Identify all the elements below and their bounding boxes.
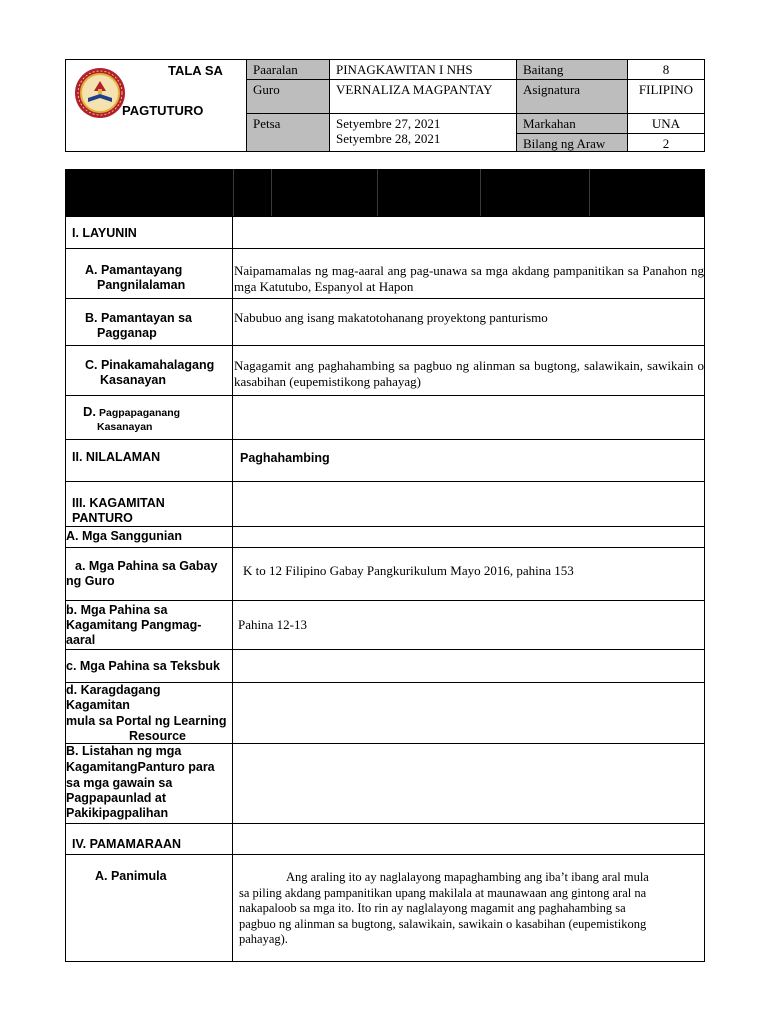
karag-label-2: Kagamitan bbox=[66, 698, 130, 712]
listahan-label-4: Pagpapaunlad at bbox=[66, 791, 167, 805]
title-line-2: PAGTUTURO bbox=[122, 103, 204, 118]
panimula-line-4: pagbuo ng alinman sa bugtong, salawikain, sawikain o kasabihan (eupemistikong bbox=[239, 917, 647, 931]
guro-label: Guro bbox=[246, 79, 330, 114]
panimula-line-1: Ang araling ito ay naglalayong mapaghambing ang iba’t ibang aral mula bbox=[286, 870, 649, 884]
gabay-label-1: a. Mga Pahina sa Gabay bbox=[75, 559, 218, 573]
pangmag-text: Pahina 12-13 bbox=[238, 617, 307, 632]
row-pagpapaganang bbox=[65, 396, 705, 440]
karag-label-1: d. Karagdagang bbox=[66, 683, 161, 697]
school-seal-icon bbox=[74, 67, 126, 119]
paaralan-label: Paaralan bbox=[246, 59, 330, 80]
gabay-text: K to 12 Filipino Gabay Pangkurikulum Mayo 2016, pahina 153 bbox=[243, 563, 574, 578]
row-kagamitan bbox=[65, 482, 705, 527]
paaralan-value: PINAGKAWITAN I NHS bbox=[329, 59, 517, 80]
pamantayang-label-2: Pangnilalaman bbox=[97, 278, 186, 292]
pamantayang-label-1: A. Pamantayang bbox=[85, 263, 183, 277]
row-layunin bbox=[65, 216, 705, 249]
pagpapaganang-letter: D. bbox=[83, 404, 96, 419]
markahan-value: UNA bbox=[627, 113, 705, 134]
listahan-label-2: KagamitangPanturo para bbox=[66, 760, 215, 774]
nilalaman-label: II. NILALAMAN bbox=[72, 450, 161, 464]
pangmag-label-1: b. Mga Pahina sa bbox=[66, 603, 168, 617]
row-panimula bbox=[65, 855, 705, 962]
kagamitan-label-2: PANTURO bbox=[72, 511, 133, 525]
row-kasanayan bbox=[65, 346, 705, 396]
row-listahan bbox=[65, 744, 705, 824]
teksbuk-label: c. Mga Pahina sa Teksbuk bbox=[66, 659, 220, 673]
row-pangmag bbox=[65, 601, 705, 650]
day-header-banner bbox=[65, 169, 705, 216]
bilang-value: 2 bbox=[627, 133, 705, 152]
row-gabay bbox=[65, 548, 705, 601]
row-teksbuk bbox=[65, 650, 705, 683]
petsa-value bbox=[329, 113, 517, 152]
karag-label-4: Resource bbox=[129, 729, 186, 743]
baitang-label: Baitang bbox=[516, 59, 628, 80]
sanggunian-label: A. Mga Sanggunian bbox=[66, 529, 182, 543]
pamantayang-text: Naipamamalas ng mag-aaral ang pag-unawa sa mga akdang pampanitikan sa Panahon ng mga Katutubo, Espanyol at Hapon bbox=[234, 263, 704, 294]
pagpapaganang-label-1: Pagpapaganang bbox=[99, 407, 181, 419]
kasanayan-label-2: Kasanayan bbox=[100, 373, 167, 387]
listahan-label-5: Pakikipagpalihan bbox=[66, 806, 169, 820]
markahan-label: Markahan bbox=[516, 113, 628, 134]
title-line-1: TALA SA bbox=[168, 63, 223, 78]
panimula-line-2: sa piling akdang pampanitikan upang makilala at maunawaan ang gintong aral na bbox=[239, 886, 647, 900]
pagganap-label-1: B. Pamantayan sa bbox=[85, 311, 192, 325]
petsa-label: Petsa bbox=[246, 113, 330, 152]
row-nilalaman bbox=[65, 440, 705, 482]
kagamitan-label-1: III. KAGAMITAN bbox=[72, 496, 165, 510]
asignatura-label: Asignatura bbox=[516, 79, 628, 114]
row-pamantayang bbox=[65, 249, 705, 299]
panimula-line-3: nakapaloob sa mga ito. Ito rin ay naglalayong magamit ang paghahambing sa bbox=[239, 901, 626, 915]
kasanayan-text: Nagagamit ang paghahambing sa pagbuo ng alinman sa bugtong, salawikain, sawikain o kasabihan (eupemistikong pahayag) bbox=[234, 358, 704, 389]
pagpapaganang-label-2: Kasanayan bbox=[97, 421, 153, 433]
bilang-label: Bilang ng Araw bbox=[516, 133, 628, 152]
row-pamamaraan bbox=[65, 824, 705, 855]
petsa-date-2: Setyembre 28, 2021 bbox=[336, 131, 441, 146]
listahan-label-1: B. Listahan ng mga bbox=[66, 744, 182, 758]
pangmag-label-2: Kagamitang Pangmag- bbox=[66, 618, 202, 632]
kasanayan-label-1: C. Pinakamahalagang bbox=[85, 358, 215, 372]
row-karagdagang bbox=[65, 683, 705, 744]
pangmag-label-3: aaral bbox=[66, 633, 96, 647]
nilalaman-text: Paghahambing bbox=[240, 451, 330, 465]
petsa-date-1: Setyembre 27, 2021 bbox=[336, 116, 441, 131]
asignatura-value: FILIPINO bbox=[627, 79, 705, 114]
layunin-label: I. LAYUNIN bbox=[72, 226, 137, 240]
pamamaraan-label: IV. PAMAMARAAN bbox=[72, 837, 182, 851]
gabay-label-2: ng Guro bbox=[66, 574, 115, 588]
panimula-line-5: pahayag). bbox=[239, 932, 288, 946]
baitang-value: 8 bbox=[627, 59, 705, 80]
guro-value: VERNALIZA MAGPANTAY bbox=[329, 79, 517, 114]
listahan-label-3: sa mga gawain sa bbox=[66, 776, 173, 790]
pagganap-label-2: Pagganap bbox=[97, 326, 157, 340]
panimula-label: A. Panimula bbox=[95, 869, 167, 883]
pagganap-text: Nabubuo ang isang makatotohanang proyektong panturismo bbox=[234, 310, 548, 325]
row-sanggunian bbox=[65, 527, 705, 548]
karag-label-3: mula sa Portal ng Learning bbox=[66, 714, 227, 728]
row-pagganap bbox=[65, 299, 705, 346]
